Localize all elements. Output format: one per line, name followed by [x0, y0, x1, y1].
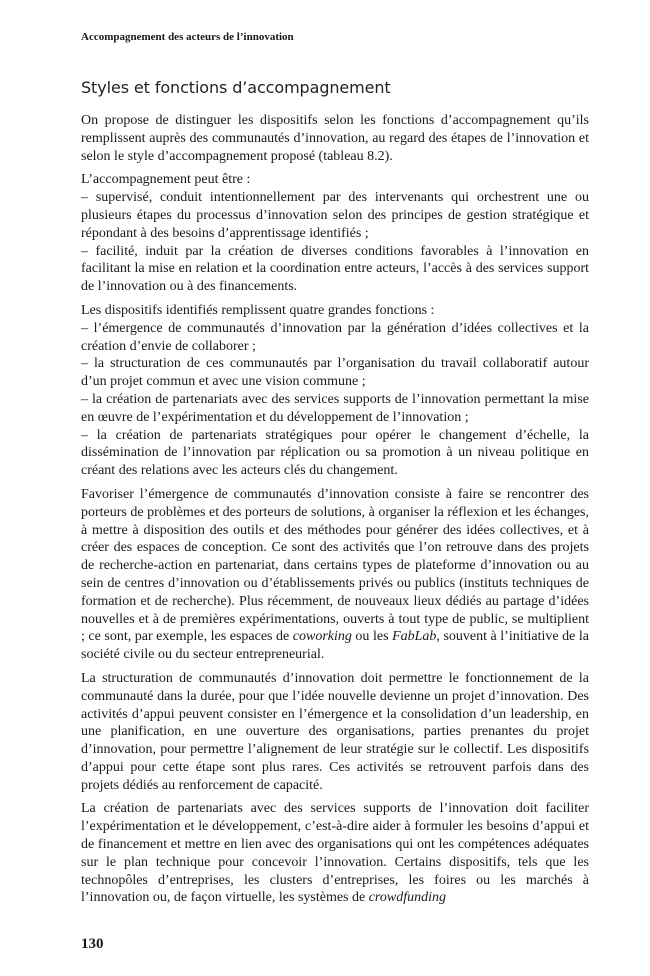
term-coworking: coworking [292, 629, 352, 645]
emergence-text-c: , souvent à l’initiative de la société civile ou du secteur entrepreneurial. [81, 629, 589, 663]
styles-intro: L’accompagnement peut être : [81, 172, 251, 188]
list-item-partenariats-services: – la création de partenariats avec des services supports de l’innovation permettant la mise en œuvre de l’expérimentation et du développement de l’innovation ; [81, 391, 589, 425]
list-item-emergence: – l’émergence de communautés d’innovation par la génération d’idées collectives et la création d’envie de collaborer ; [81, 320, 589, 354]
fonctions-intro: Les dispositifs identifiés remplissent quatre grandes fonctions : [81, 302, 435, 318]
term-fablab: FabLab [392, 629, 437, 645]
page-number: 130 [81, 936, 104, 952]
section-title: Styles et fonctions d’accompagnement [81, 78, 391, 97]
list-item-partenariats-strategiques: – la création de partenariats stratégiques pour opérer le changement d’échelle, la dissémination de l’innovation par réplication ou sa promotion à un niveau politique en créant des relations avec les acteurs clés du changement. [81, 427, 589, 479]
running-head: Accompagnement des acteurs de l’innovation [81, 31, 294, 43]
paragraph-intro: On propose de distinguer les dispositifs selon les fonctions d’accompagnement qu’ils remplissent auprès des communautés d’innovation, au regard des étapes de l’innovation et selon le style d’accompagnement proposé (tableau 8.2). [81, 113, 589, 164]
list-item-facilite: – facilité, induit par la création de diverses conditions favorables à l’innovation en facilitant la mise en relation et la coordination entre acteurs, l’accès à des services support de l’innovation ou à des financements. [81, 243, 589, 295]
emergence-text-a: Favoriser l’émergence de communautés d’innovation consiste à faire se rencontrer des porteurs de problèmes et des porteurs de solutions, à organiser la réflexion et les échanges, à mettre à disposition des outils et des méthodes pour générer des idées collectives, et à créer des espaces de conception. Ce sont des activités que l’on retrouve dans des projets de recherche-action en partenariat, dans certains types de plateforme d’innovation ou au sein de centres d’innovation ou d’établissements privés ou publics (instituts techniques de formation et de recherche). Plus récemment, de nouveaux lieux dédiés au partage d’idées nouvelles et à de premières expérimentations, ouverts à tout type de public, se multiplient ; ce sont, par exemple, les espaces de [81, 486, 589, 645]
paragraph-fonctions [81, 302, 589, 480]
term-crowdfunding: crowdfunding [368, 890, 446, 906]
partenariats-text: La création de partenariats avec des services supports de l’innovation doit faciliter l’expérimentation et le développement, c’est-à-dire aider à formuler les besoins d’appui et de financement et mettre en lien avec des organisations qui ont les compétences adéquates sur le plan technique pour concevoir l’innovation. Certains dispositifs, tels que les technopôles d’entreprises, les clusters d’entreprises, les foires ou les marchés à l’innovation ou, de façon virtuelle, les systèmes de [81, 801, 589, 906]
paragraph-structuration: La structuration de communautés d’innovation doit permettre le fonctionnement de la communauté dans la durée, pour que l’idée nouvelle devienne un projet d’innovation. Des activités d’appui peuvent consister en l’émergence et la consolidation d’un leadership, en une planification, en une ouverture des organisations, parties prenantes du projet d’innovation, pour permettre l’alignement de leur stratégie sur le collectif. Les dispositifs d’appui pour cette étape sont plus rares. Ces activités se retrouvent parfois dans des projets dédiés au renforcement de capacité. [81, 670, 589, 793]
paragraph-emergence [81, 486, 589, 664]
list-item-supervise: – supervisé, conduit intentionnellement par des intervenants qui orchestrent une ou plusieurs étapes du processus d’innovation selon des principes de gestion stratégique et répondant à des besoins d’apprentissage identifiés ; [81, 190, 589, 241]
paragraph-partenariats [81, 800, 589, 907]
paragraph-styles [81, 171, 589, 296]
body-text [81, 112, 589, 907]
emergence-text-b: ou les [351, 629, 393, 645]
list-item-structuration: – la structuration de ces communautés par l’organisation du travail collaboratif autour d’un projet commun et avec une vision commune ; [81, 356, 589, 390]
